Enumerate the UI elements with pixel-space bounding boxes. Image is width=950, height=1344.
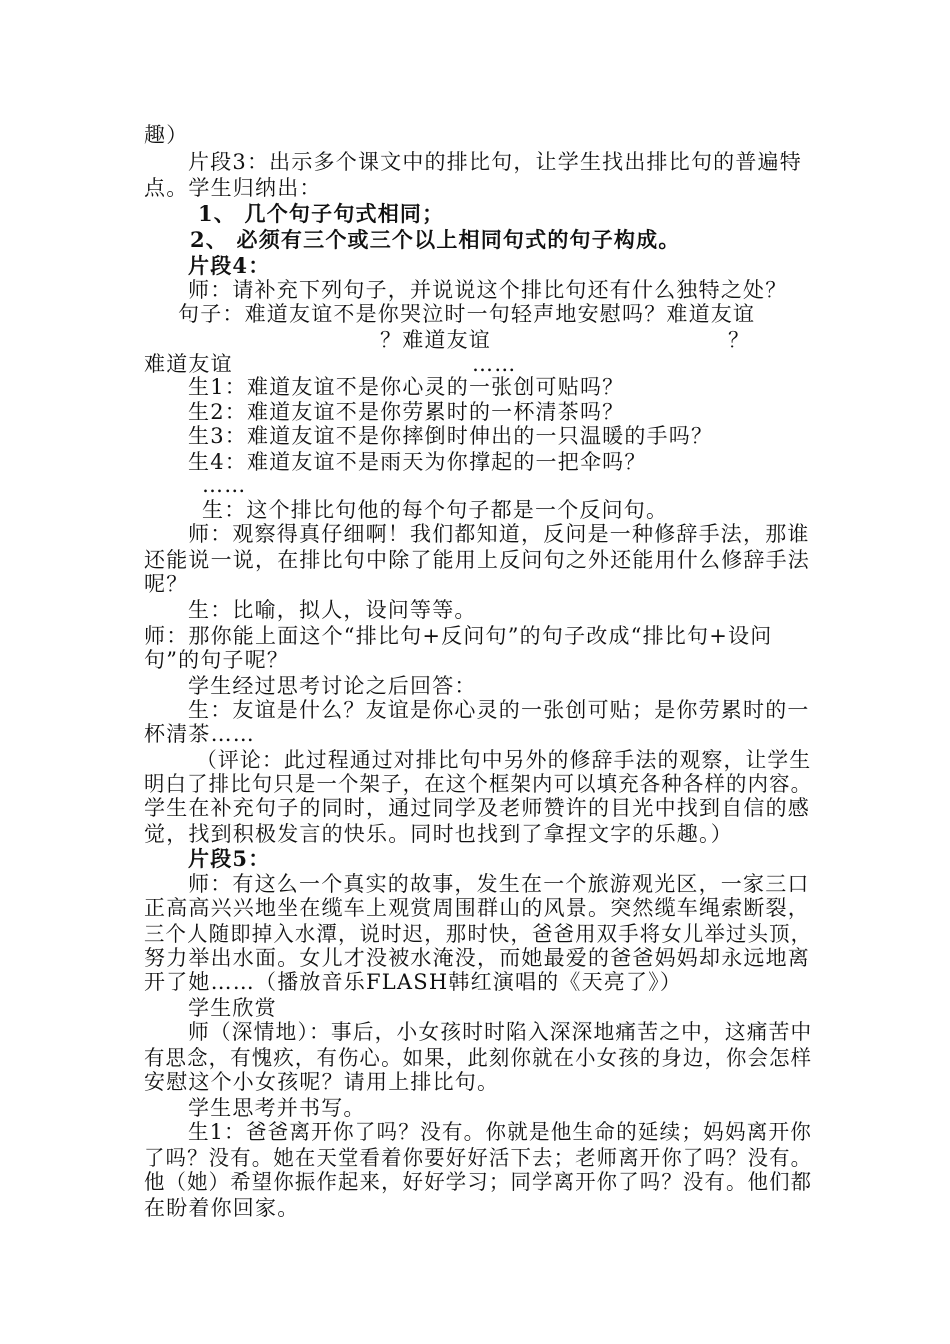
text-line: 生2：难道友谊不是你劳累时的一杯清茶吗？ xyxy=(188,400,625,424)
text-line: 生：这个排比句他的每个句子都是一个反问句。 xyxy=(202,498,669,522)
text-line: 句子：难道友谊不是你哭泣时一句轻声地安慰吗？难道友谊 xyxy=(178,302,756,326)
text-line: 师：有这么一个真实的故事，发生在一个旅游观光区，一家三口 xyxy=(188,872,810,896)
comment-line: （评论：此过程通过对排比句中另外的修辞手法的观察，让学生 xyxy=(196,748,812,772)
text-line: ？难道友谊 xyxy=(380,328,491,352)
section-heading-5: 片段5： xyxy=(188,846,271,871)
text-line: 句”的句子呢？ xyxy=(144,648,290,672)
text-line: 开了她……（播放音乐FLASH韩红演唱的《天亮了》） xyxy=(144,970,683,994)
text-line: 师：那你能上面这个“排比句+反问句”的句子改成“排比句+设问 xyxy=(144,624,773,648)
text-line: 杯清茶…… xyxy=(144,722,255,746)
text-line: 师（深情地）：事后，小女孩时时陷入深深地痛苦之中，这痛苦中 xyxy=(188,1020,813,1044)
text-line: 正高高兴兴地坐在缆车上观赏周围群山的风景。突然缆车绳索断裂， xyxy=(144,896,810,920)
text-line: 生1：爸爸离开你了吗？没有。你就是他生命的延续；妈妈离开你 xyxy=(188,1120,813,1144)
text-line: 生：比喻，拟人，设问等等。 xyxy=(188,598,477,622)
text-line: 生1：难道友谊不是你心灵的一张创可贴吗？ xyxy=(188,375,625,399)
text-line: ？ xyxy=(728,328,751,352)
text-line: 生：友谊是什么？友谊是你心灵的一张创可贴；是你劳累时的一 xyxy=(188,698,810,722)
list-item-2: 2、 必须有三个或三个以上相同句式的句子构成。 xyxy=(190,227,681,252)
section-heading-4: 片段4： xyxy=(188,253,271,278)
text-line: 师：观察得真仔细啊！我们都知道，反问是一种修辞手法，那谁 xyxy=(188,522,810,546)
text-line: 片段3：出示多个课文中的排比句，让学生找出排比句的普遍特 xyxy=(188,150,802,174)
text-line: 学生思考并书写。 xyxy=(188,1096,366,1120)
text-line: 他（她）希望你振作起来，好好学习；同学离开你了吗？没有。他们都 xyxy=(144,1170,813,1194)
ellipsis: …… xyxy=(472,352,517,376)
comment-line: 觉，找到积极发言的快乐。同时也找到了拿捏文字的乐趣。） xyxy=(144,822,733,846)
ellipsis: …… xyxy=(202,473,247,497)
comment-line: 学生在补充句子的同时，通过同学及老师赞许的目光中找到自信的感 xyxy=(144,796,810,820)
text-line: 呢？ xyxy=(144,572,189,596)
text-line: 趣） xyxy=(144,123,189,147)
text-line: 三个人随即掉入水潭，说时迟，那时快，爸爸用双手将女儿举过头顶， xyxy=(144,922,813,946)
text-line: 学生经过思考讨论之后回答： xyxy=(188,674,477,698)
text-line: 了吗？没有。她在天堂看着你要好好活下去；老师离开你了吗？没有。 xyxy=(144,1146,813,1170)
text-line: 生3：难道友谊不是你摔倒时伸出的一只温暖的手吗？ xyxy=(188,424,714,448)
text-line: 还能说一说，在排比句中除了能用上反问句之外还能用什么修辞手法 xyxy=(144,548,810,572)
list-item-1: 1、 几个句子句式相同； xyxy=(198,201,445,226)
text-line: 学生欣赏 xyxy=(188,996,277,1020)
text-line: 安慰这个小女孩呢？请用上排比句。 xyxy=(144,1070,500,1094)
text-line: 难道友谊 xyxy=(144,352,233,376)
text-line: 生4：难道友谊不是雨天为你撑起的一把伞吗？ xyxy=(188,450,647,474)
text-line: 努力举出水面。女儿才没被水淹没，而她最爱的爸爸妈妈却永远地离 xyxy=(144,946,810,970)
comment-line: 明白了排比句只是一个架子，在这个框架内可以填充各种各样的内容。 xyxy=(144,772,813,796)
text-line: 点。学生归纳出： xyxy=(144,176,322,200)
text-line: 在盼着你回家。 xyxy=(144,1196,300,1220)
text-line: 师：请补充下列句子，并说说这个排比句还有什么独特之处？ xyxy=(188,278,788,302)
text-line: 有思念，有愧疚，有伤心。如果，此刻你就在小女孩的身边，你会怎样 xyxy=(144,1046,813,1070)
